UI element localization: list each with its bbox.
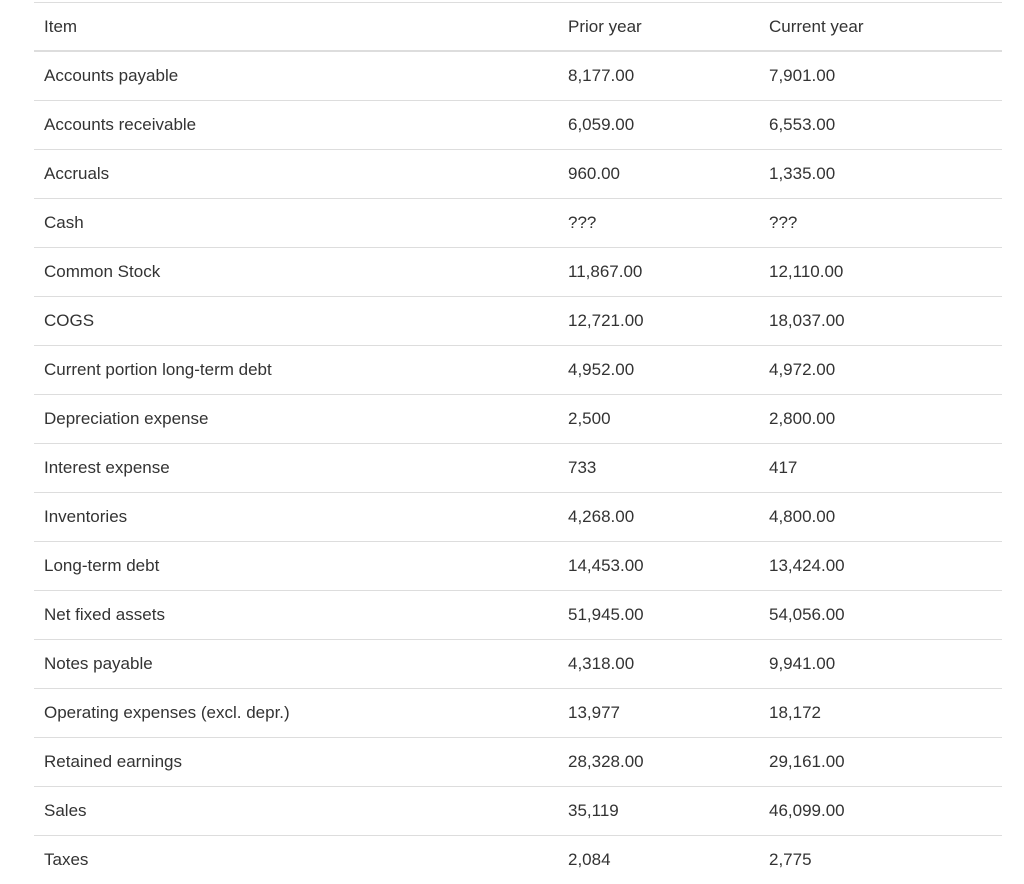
table-header-row — [34, 2, 1002, 51]
current-year-cell: 7,901.00 — [769, 66, 836, 85]
current-year-cell: 46,099.00 — [769, 801, 845, 820]
current-year-cell: 29,161.00 — [769, 752, 845, 771]
item-label-cell: Net fixed assets — [44, 605, 165, 624]
current-year-cell: 1,335.00 — [769, 164, 836, 183]
prior-year-cell: 960.00 — [568, 164, 620, 183]
prior-year-cell: 51,945.00 — [568, 605, 644, 624]
item-label-cell: Interest expense — [44, 458, 170, 477]
prior-year-cell: 8,177.00 — [568, 66, 635, 85]
prior-year-cell: ??? — [568, 213, 597, 232]
current-year-cell: 4,800.00 — [769, 507, 836, 526]
item-label-cell: Sales — [44, 801, 87, 820]
prior-year-cell: 733 — [568, 458, 597, 477]
table-row — [34, 51, 1002, 100]
current-year-cell: 18,172 — [769, 703, 821, 722]
current-year-cell: 4,972.00 — [769, 360, 836, 379]
current-year-cell: 2,800.00 — [769, 409, 836, 428]
item-label-cell: Cash — [44, 213, 84, 232]
item-label-cell: COGS — [44, 311, 95, 330]
table-row — [34, 688, 1002, 737]
current-year-cell: 13,424.00 — [769, 556, 845, 575]
prior-year-cell: 28,328.00 — [568, 752, 644, 771]
table-row — [34, 492, 1002, 541]
current-year-cell: 9,941.00 — [769, 654, 836, 673]
table-row — [34, 443, 1002, 492]
prior-year-cell: 4,318.00 — [568, 654, 635, 673]
table-row — [34, 786, 1002, 835]
item-label-cell: Depreciation expense — [44, 409, 209, 428]
current-year-cell: 2,775 — [769, 850, 812, 869]
header-item: Item — [44, 16, 78, 36]
item-label-cell: Common Stock — [44, 262, 161, 281]
header-current-year: Current year — [769, 16, 864, 36]
item-label-cell: Retained earnings — [44, 752, 182, 771]
current-year-cell: 12,110.00 — [769, 262, 844, 281]
item-label-cell: Accounts receivable — [44, 115, 197, 134]
table-row — [34, 100, 1002, 149]
prior-year-cell: 6,059.00 — [568, 115, 635, 134]
prior-year-cell: 4,268.00 — [568, 507, 635, 526]
table-row — [34, 590, 1002, 639]
current-year-cell: 417 — [769, 458, 798, 477]
header-prior-year: Prior year — [568, 16, 642, 36]
prior-year-cell: 2,500 — [568, 409, 611, 428]
current-year-cell: ??? — [769, 213, 798, 232]
item-label-cell: Current portion long-term debt — [44, 360, 272, 379]
item-label-cell: Taxes — [44, 850, 89, 869]
table-row — [34, 835, 1002, 884]
item-label-cell: Inventories — [44, 507, 128, 526]
item-label-cell: Operating expenses (excl. depr.) — [44, 703, 290, 722]
table-row — [34, 149, 1002, 198]
current-year-cell: 18,037.00 — [769, 311, 845, 330]
item-label-cell: Accruals — [44, 164, 110, 183]
item-label-cell: Accounts payable — [44, 66, 179, 85]
table-row — [34, 639, 1002, 688]
item-label-cell: Long-term debt — [44, 556, 160, 575]
prior-year-cell: 35,119 — [568, 801, 619, 820]
table-row — [34, 296, 1002, 345]
prior-year-cell: 4,952.00 — [568, 360, 635, 379]
table-row — [34, 198, 1002, 247]
table-row — [34, 737, 1002, 786]
table-row — [34, 247, 1002, 296]
table-row — [34, 394, 1002, 443]
current-year-cell: 6,553.00 — [769, 115, 836, 134]
prior-year-cell: 11,867.00 — [568, 262, 643, 281]
prior-year-cell: 2,084 — [568, 850, 611, 869]
current-year-cell: 54,056.00 — [769, 605, 845, 624]
prior-year-cell: 13,977 — [568, 703, 620, 722]
prior-year-cell: 14,453.00 — [568, 556, 644, 575]
table-row — [34, 345, 1002, 394]
table-body — [34, 51, 1002, 884]
item-label-cell: Notes payable — [44, 654, 153, 673]
table-row — [34, 541, 1002, 590]
prior-year-cell: 12,721.00 — [568, 311, 644, 330]
financial-data-table — [34, 2, 1002, 884]
